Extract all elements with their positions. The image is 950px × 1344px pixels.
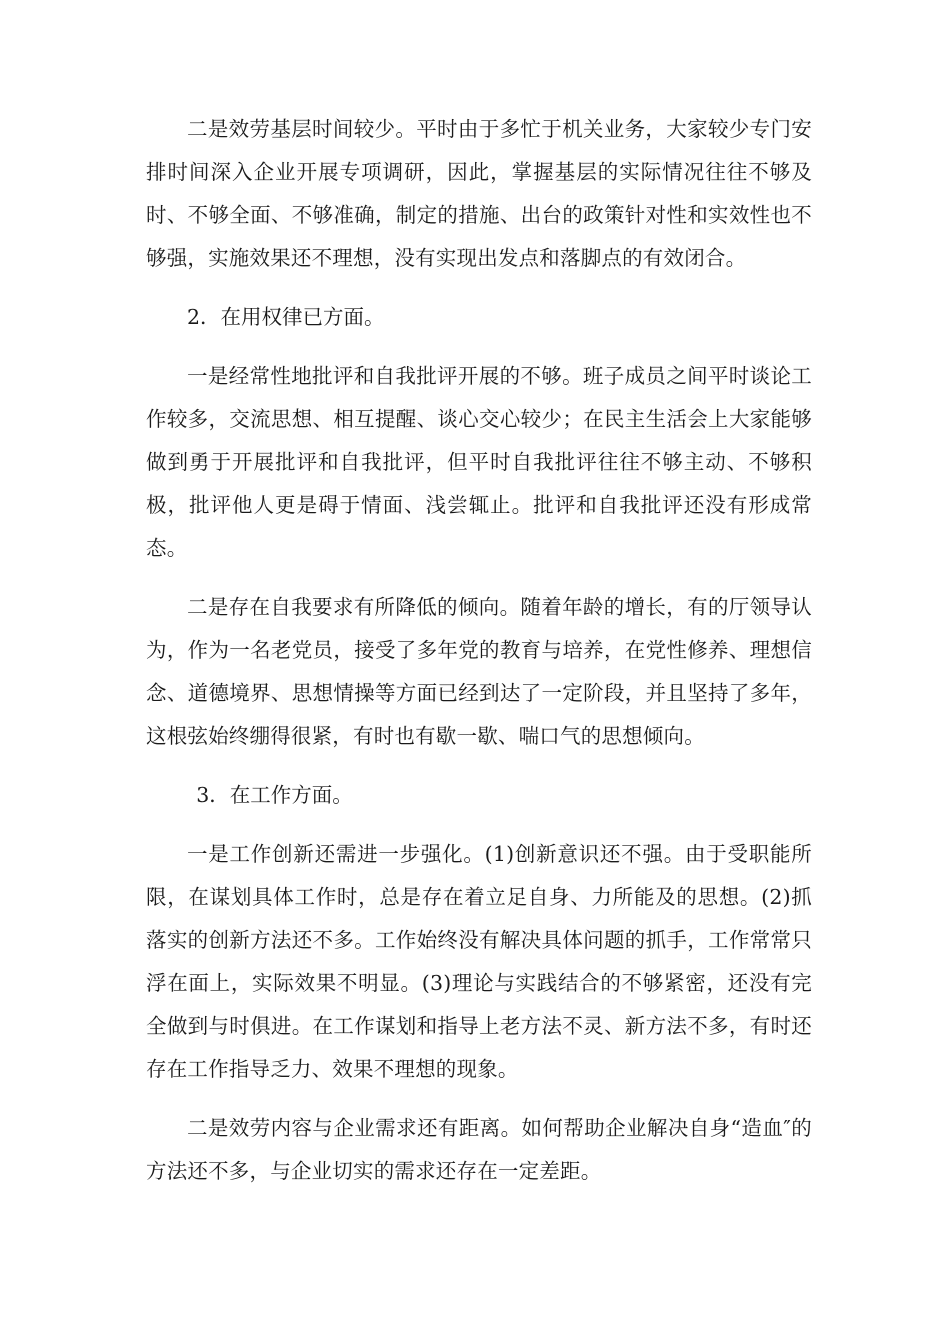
paragraph-work-innovation: 一是工作创新还需进一步强化。(1)创新意识还不强。由于受职能所限，在谋划具体工作时，总是存在着立足自身、力所能及的思想。(2)抓落实的创新方法还不多。工作始终没有解决具体问题的抓手，工作常常只浮在面上，实际效果不明显。(3)理论与实践结合的不够紧密，还没有完全做到与时俱进。在工作谋划和指导上老方法不灵、新方法不多，有时还存在工作指导乏力、效果不理想的现象。 [146, 842, 812, 1081]
document-body [146, 108, 812, 1209]
paragraph-self-requirement: 二是存在自我要求有所降低的倾向。随着年龄的增长，有的厅领导认为，作为一名老党员，接受了多年党的教育与培养，在党性修养、理想信念、道德境界、思想情操等方面已经到达了一定阶段，并且坚持了多年，这根弦始终绷得很紧，有时也有歇一歇、喘口气的思想倾向。 [146, 595, 812, 748]
paragraph-service-content: 二是效劳内容与企业需求还有距离。如何帮助企业解决自身“造血″的方法还不多，与企业切实的需求还存在一定差距。 [146, 1116, 812, 1183]
section-heading-work: 3．在工作方面。 [196, 783, 353, 807]
paragraph-criticism: 一是经常性地批评和自我批评开展的不够。班子成员之间平时谈论工作较多，交流思想、相互提醒、谈心交心较少；在民主生活会上大家能够做到勇于开展批评和自我批评，但平时自我批评往往不够主动、不够积极，批评他人更是碍于情面、浅尝辄止。批评和自我批评还没有形成常态。 [146, 364, 812, 560]
paragraph-service-grassroots: 二是效劳基层时间较少。平时由于多忙于机关业务，大家较少专门安排时间深入企业开展专项调研，因此，掌握基层的实际情况往往不够及时、不够全面、不够准确，制定的措施、出台的政策针对性和实效性也不够强，实施效果还不理想，没有实现出发点和落脚点的有效闭合。 [146, 117, 812, 270]
section-heading-power-discipline: 2．在用权律已方面。 [187, 305, 385, 329]
